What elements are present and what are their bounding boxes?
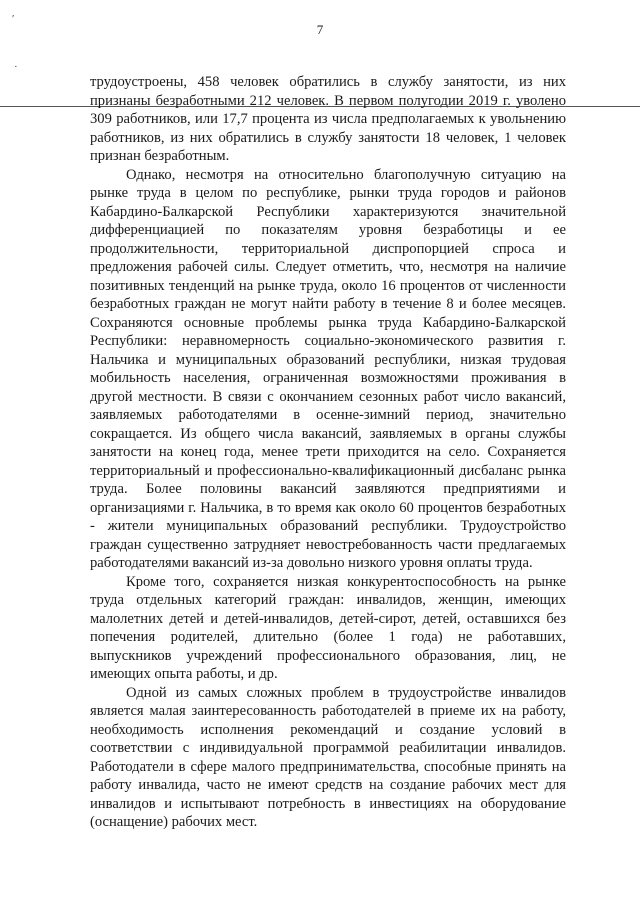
page-number: 7 — [316, 22, 324, 37]
paragraph-1: трудоустроены, 458 человек обратились в службу занятости, из них признаны безработными 212 человек. В первом полугодии 2019 г. уволено 309 работников, или 17,7 процента из числа предполагаемых к увольнению работников, из них обратились в службу занятости 18 человек, 1 человек признан безработным. — [90, 74, 566, 164]
scan-artifact-mark: · — [14, 61, 18, 73]
scan-artifact-mark: ′ — [12, 13, 15, 25]
document-body — [90, 73, 566, 832]
paragraph-4: Одной из самых сложных проблем в трудоустройстве инвалидов является малая заинтересованность работодателей в приеме их на работу, необходимость исполнения рекомендаций и создание условий в соответствии с индивидуальной программой реабилитации инвалидов. Работодатели в сфере малого предпринимательства, способные принять на работу инвалида, часто не имеют средств на создание рабочих мест для инвалидов и испытывают потребность в инвестициях на оборудование (оснащение) рабочих мест. — [90, 684, 566, 830]
paragraph-2: Однако, несмотря на относительно благополучную ситуацию на рынке труда в целом по республике, рынки труда городов и районов Кабардино-Балкарской Республики характеризуются значительной дифференциацией по показателям уровня безработицы и ее продолжительности, территориальной диспропорцией спроса и предложения рабочей силы. Следует отметить, что, несмотря на наличие позитивных тенденций на рынке труда, около 16 процентов от численности безработных граждан не могут найти работу в течение 8 и более месяцев. Сохраняются основные проблемы рынка труда Кабардино-Балкарской Республики: неравномерность социально-экономического развития г. Нальчика и муниципальных образований республики, низкая трудовая мобильность населения, ограниченная возможностями проживания в другой местности. В связи с окончанием сезонных работ число вакансий, заявляемых работодателями в осенне-зимний период, значительно сокращается. Из общего числа вакансий, заявляемых в органы службы занятости на конец года, менее трети приходится на село. Сохраняется территориальный и профессионально-квалификационный дисбаланс рынка труда. Более половины вакансий заявляются предприятиями и организациями г. Нальчика, в то время как около 60 процентов безработных - жители муниципальных образований республики. Трудоустройство граждан существенно затрудняет невостребованность части предлагаемых работодателями вакансий из-за довольно низкого уровня оплаты труда. — [90, 166, 566, 571]
paragraph-3: Кроме того, сохраняется низкая конкурентоспособность на рынке труда отдельных категорий граждан: инвалидов, женщин, имеющих малолетних детей и детей-инвалидов, детей-сирот, детей, оставшихся без попечения родителей, длительно (более 1 года) не работавших, выпускников учреждений профессионального образования, лиц, не имеющих опыта работы, и др. — [90, 573, 566, 682]
